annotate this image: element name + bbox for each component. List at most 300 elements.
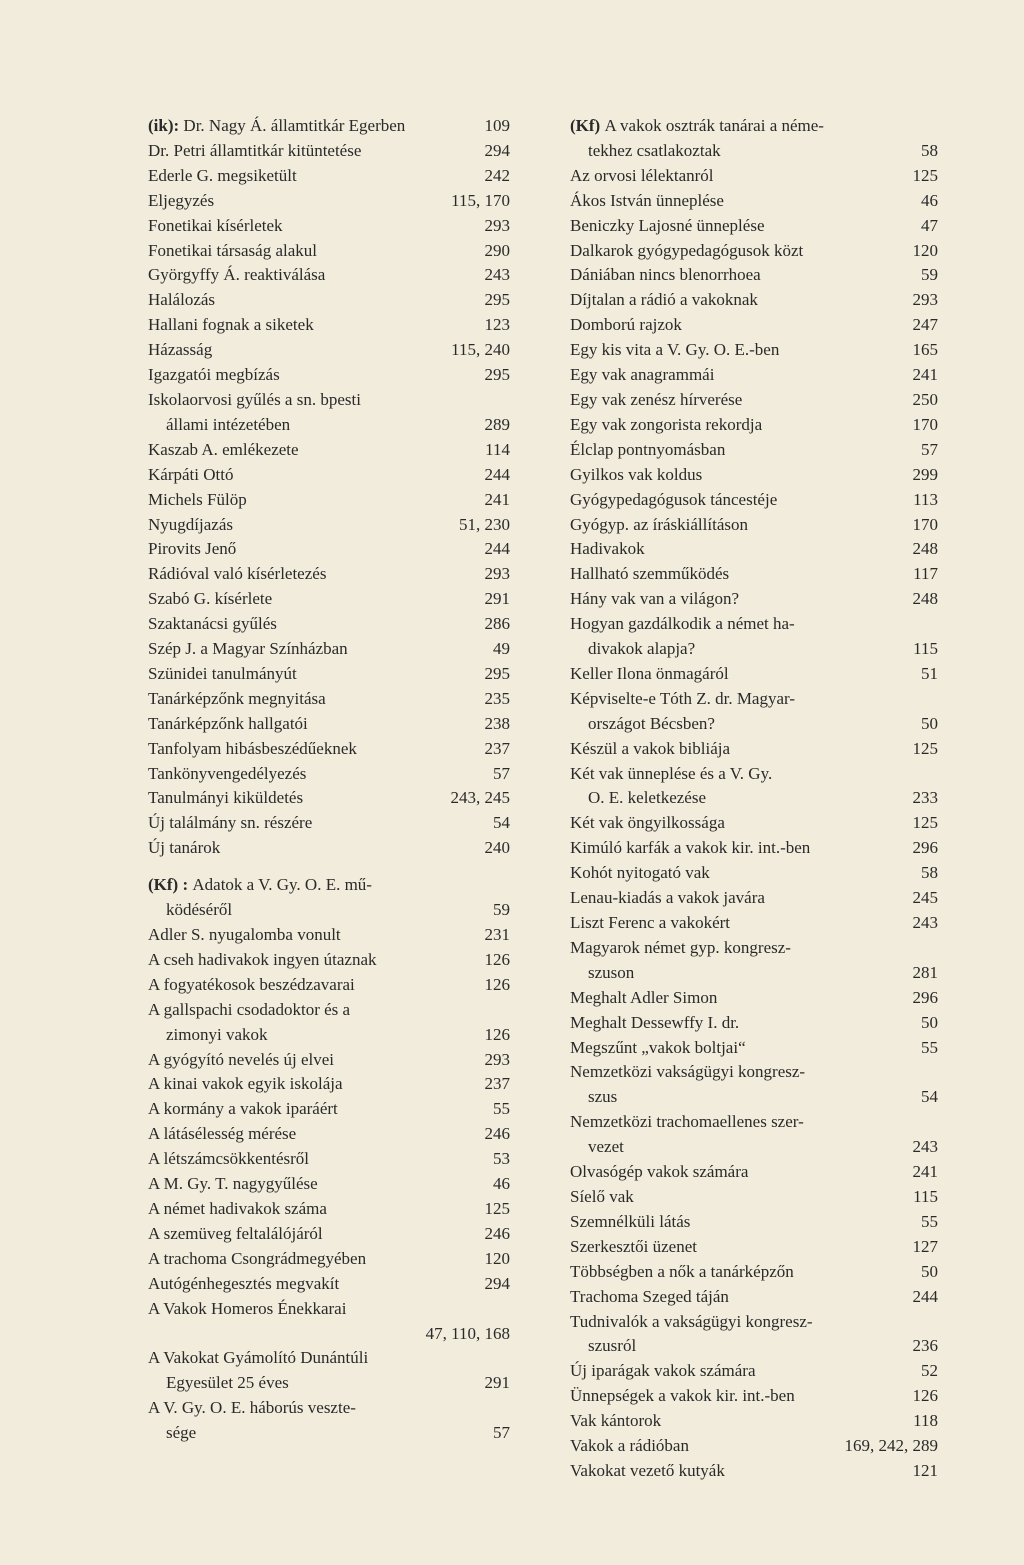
index-entry (148, 873, 510, 898)
index-entry (148, 1197, 510, 1222)
page-number: 52 (921, 1361, 938, 1381)
index-entry (148, 239, 510, 264)
page-number: 248 (912, 589, 938, 609)
index-entry (570, 612, 938, 637)
entry-text: Györgyffy Á. reaktiválása (148, 265, 326, 285)
index-entry (570, 139, 938, 164)
entry-title (570, 388, 909, 413)
entry-text: Rádióval való kísérletezés (148, 564, 327, 584)
entry-text: Eljegyzés (148, 190, 215, 210)
entry-text: Nemzetközi trachomaellenes szer- (570, 1112, 804, 1132)
page-number: 291 (484, 589, 510, 609)
entry-title (570, 1160, 909, 1185)
entry-text: Élclap pontnyomásban (570, 439, 726, 459)
index-entry (148, 1048, 510, 1073)
page-number: 47, 110, 168 (425, 1323, 510, 1343)
index-entry (570, 1409, 938, 1434)
entry-text: Két vak ünneplése és a V. Gy. (570, 763, 773, 783)
entry-title (570, 1310, 934, 1335)
entry-title (148, 388, 506, 413)
entry-text: Kaszab A. emlékezete (148, 439, 299, 459)
entry-title (570, 263, 917, 288)
page-number: 51 (921, 663, 938, 683)
page-number: 123 (484, 315, 510, 335)
entry-title (588, 139, 917, 164)
page-number: 58 (921, 140, 938, 160)
entry-text: divakok alapja? (588, 639, 696, 659)
index-entry (570, 961, 938, 986)
index-entry (148, 1023, 510, 1048)
entry-title (148, 1272, 481, 1297)
entry-title (570, 239, 909, 264)
entry-title (588, 637, 909, 662)
entry-text: Megszűnt „vakok boltjai“ (570, 1037, 746, 1057)
page-number: 250 (912, 389, 938, 409)
entry-title (148, 363, 481, 388)
entry-title (570, 662, 917, 687)
page-number: 244 (912, 1286, 938, 1306)
entry-title (570, 189, 917, 214)
page-number: 243 (484, 265, 510, 285)
entry-text: Egy vak zenész hírverése (570, 389, 743, 409)
entry-title (148, 948, 481, 973)
entry-text: zimonyi vakok (166, 1024, 268, 1044)
entry-title (570, 1011, 917, 1036)
entry-text: Kohót nyitogató vak (570, 863, 710, 883)
entry-title (148, 338, 447, 363)
index-entry (570, 438, 938, 463)
page-number: 121 (912, 1460, 938, 1480)
page-number: 246 (484, 1124, 510, 1144)
entry-title (570, 1210, 917, 1235)
page-number: 59 (493, 900, 510, 920)
entry-text: Hallható szemműködés (570, 564, 730, 584)
entry-text: Képviselte-e Tóth Z. dr. Magyar- (570, 688, 796, 708)
page-number: 244 (484, 539, 510, 559)
entry-text: Keller Ilona önmagáról (570, 663, 729, 683)
page-number: 296 (912, 987, 938, 1007)
entry-text: Gyógypedagógusok táncestéje (570, 489, 778, 509)
page-number: 51, 230 (459, 514, 510, 534)
page-number: 294 (484, 1273, 510, 1293)
index-entry (570, 288, 938, 313)
page-number: 169, 242, 289 (844, 1436, 938, 1456)
index-entry (570, 886, 938, 911)
entry-text: Tankönyvengedélyezés (148, 763, 307, 783)
page-number: 118 (913, 1411, 938, 1431)
entry-title (570, 214, 917, 239)
page-number: 49 (493, 639, 510, 659)
entry-text: Nyugdíjazás (148, 514, 233, 534)
page-number: 125 (912, 813, 938, 833)
entry-text: Tanfolyam hibásbeszédűeknek (148, 738, 357, 758)
entry-title (148, 438, 481, 463)
page-number: 293 (484, 1049, 510, 1069)
entry-title (570, 114, 934, 139)
index-entry (148, 463, 510, 488)
entry-text: Kimúló karfák a vakok kir. int.-ben (570, 838, 811, 858)
index-entry (148, 537, 510, 562)
entry-text: Új tanárok (148, 838, 221, 858)
index-entry (570, 1359, 938, 1384)
entry-title (570, 288, 909, 313)
entry-text: szuson (588, 962, 635, 982)
entry-title (148, 762, 489, 787)
page-number: 120 (484, 1248, 510, 1268)
entry-title (570, 861, 917, 886)
index-entry (570, 1334, 938, 1359)
page-number: 243, 245 (450, 788, 510, 808)
entry-title (570, 313, 909, 338)
entry-title (570, 1060, 934, 1085)
entry-text: Díjtalan a rádió a vakoknak (570, 290, 758, 310)
page-number: 295 (484, 290, 510, 310)
index-entry (148, 1396, 510, 1421)
index-entry (148, 338, 510, 363)
entry-title (570, 363, 909, 388)
page-number: 295 (484, 663, 510, 683)
index-entry (570, 786, 938, 811)
page-number: 248 (912, 539, 938, 559)
entry-text: Nemzetközi vakságügyi kongresz- (570, 1062, 806, 1082)
index-entry (570, 513, 938, 538)
entry-text: A gallspachi csodadoktor és a (148, 999, 351, 1019)
section-gap (148, 861, 510, 873)
page-number: 293 (912, 290, 938, 310)
entry-text: Szemnélküli látás (570, 1211, 691, 1231)
entry-text: Ákos István ünneplése (570, 190, 724, 210)
index-entry (148, 786, 510, 811)
index-entry (148, 1272, 510, 1297)
entry-title (570, 488, 909, 513)
entry-text: Igazgatói megbízás (148, 365, 280, 385)
entry-title (570, 1359, 917, 1384)
page-number: 53 (493, 1149, 510, 1169)
page-number: 244 (484, 464, 510, 484)
index-entry (570, 263, 938, 288)
index-entry (148, 1297, 510, 1322)
entry-text: Tanárképzőnk megnyitása (148, 688, 326, 708)
index-entry (148, 1172, 510, 1197)
page-number: 294 (484, 140, 510, 160)
index-entry (570, 537, 938, 562)
entry-title (148, 537, 481, 562)
entry-text: Tudnivalók a vakságügyi kongresz- (570, 1311, 813, 1331)
index-entry (148, 1371, 510, 1396)
entry-text: A Vakok Homeros Énekkarai (148, 1298, 347, 1318)
index-entry (148, 836, 510, 861)
page-number: 50 (921, 1012, 938, 1032)
index-entry (570, 936, 938, 961)
entry-text: A német hadivakok száma (148, 1198, 327, 1218)
entry-title (570, 762, 934, 787)
entry-text: Dr. Nagy Á. államtitkár Egerben (183, 116, 406, 135)
entry-title (148, 189, 447, 214)
index-entry (148, 413, 510, 438)
entry-text: Új iparágak vakok számára (570, 1361, 756, 1381)
index-entry (148, 1072, 510, 1097)
index-entry (570, 1459, 938, 1484)
entry-title (570, 537, 909, 562)
entry-text: A trachoma Csongrádmegyében (148, 1248, 367, 1268)
entry-title (148, 288, 481, 313)
index-entry (570, 712, 938, 737)
entry-text: Iskolaorvosi gyűlés a sn. bpesti (148, 389, 361, 409)
entry-title (148, 998, 506, 1023)
index-entry (148, 762, 510, 787)
section-tag: (ik): (148, 116, 184, 135)
entry-title (148, 1122, 481, 1147)
entry-text: Vak kántorok (570, 1411, 662, 1431)
entry-text: A M. Gy. T. nagygyűlése (148, 1174, 318, 1194)
page-number: 50 (921, 1261, 938, 1281)
entry-text: Ünnepségek a vakok kir. int.-ben (570, 1386, 795, 1406)
entry-title (570, 1285, 909, 1310)
entry-title (148, 513, 455, 538)
entry-text: Hogyan gazdálkodik a német ha- (570, 614, 795, 634)
entry-text: vezet (588, 1137, 624, 1157)
entry-text: Gyilkos vak koldus (570, 464, 703, 484)
index-entry (570, 313, 938, 338)
entry-text: Egy kis vita a V. Gy. O. E.-ben (570, 340, 780, 360)
index-entry (570, 1260, 938, 1285)
index-entry (148, 1122, 510, 1147)
entry-text: tekhez csatlakoztak (588, 140, 721, 160)
entry-text: Egyesület 25 éves (166, 1373, 289, 1393)
entry-text: Két vak öngyilkossága (570, 813, 725, 833)
index-entry (570, 637, 938, 662)
index-entry (148, 687, 510, 712)
entry-text: Vakokat vezető kutyák (570, 1460, 725, 1480)
index-entry (148, 263, 510, 288)
index-entry (570, 1434, 938, 1459)
entry-text: Tanulmányi kiküldetés (148, 788, 304, 808)
page-number: 117 (913, 564, 938, 584)
entry-text: Szép J. a Magyar Színházban (148, 639, 348, 659)
entry-text: Pirovits Jenő (148, 539, 237, 559)
index-entry (148, 114, 510, 139)
index-entry (148, 948, 510, 973)
entry-text: A cseh hadivakok ingyen útaznak (148, 949, 377, 969)
entry-title (148, 1247, 481, 1272)
index-entry (148, 189, 510, 214)
entry-text: Szünidei tanulmányút (148, 663, 297, 683)
entry-title (148, 463, 481, 488)
entry-text: Fonetikai társaság alakul (148, 240, 318, 260)
index-entry (570, 811, 938, 836)
page-number: 243 (912, 913, 938, 932)
page-number: 115 (913, 639, 938, 659)
entry-title (588, 712, 917, 737)
page-number: 240 (484, 838, 510, 858)
entry-title (570, 413, 909, 438)
entry-title (148, 214, 481, 239)
entry-title (570, 1110, 934, 1135)
entry-title (570, 587, 909, 612)
entry-title (148, 637, 489, 662)
entry-title (148, 687, 481, 712)
page-number: 58 (921, 863, 938, 883)
entry-text: Dr. Petri államtitkár kitüntetése (148, 140, 362, 160)
entry-title (570, 1185, 909, 1210)
entry-text: Az orvosi lélektanról (570, 165, 714, 185)
entry-title (570, 438, 917, 463)
index-entry (570, 1384, 938, 1409)
page-number: 237 (484, 738, 510, 758)
index-entry (148, 587, 510, 612)
index-column-left (148, 114, 510, 1446)
entry-text: Magyarok német gyp. kongresz- (570, 937, 791, 957)
entry-text: Egy vak anagrammái (570, 365, 715, 385)
page-number: 115, 240 (451, 340, 510, 360)
index-entry (148, 612, 510, 637)
index-entry (148, 811, 510, 836)
entry-title (148, 1222, 481, 1247)
index-entry (148, 923, 510, 948)
page-number: 295 (484, 365, 510, 385)
entry-text: Gyógyp. az íráskiállításon (570, 514, 748, 534)
entry-title (166, 1371, 481, 1396)
page-number: 47 (921, 215, 938, 235)
index-entry (570, 189, 938, 214)
entry-text: Domború rajzok (570, 315, 682, 335)
page-number: 50 (921, 713, 938, 733)
index-entry (148, 513, 510, 538)
entry-title (148, 139, 481, 164)
entry-text: A fogyatékosok beszédzavarai (148, 974, 355, 994)
page-number: 170 (912, 514, 938, 534)
entry-title (148, 587, 481, 612)
entry-text: Michels Fülöp (148, 489, 247, 509)
entry-text: Beniczky Lajosné ünneplése (570, 215, 765, 235)
index-entry (570, 363, 938, 388)
entry-text: Hallani fognak a siketek (148, 315, 314, 335)
entry-title (570, 1384, 909, 1409)
entry-title (148, 1396, 506, 1421)
entry-title (148, 873, 506, 898)
entry-title (148, 662, 481, 687)
entry-text: Autógénhegesztés megvakít (148, 1273, 340, 1293)
page-number: 114 (485, 439, 510, 459)
entry-title (148, 786, 447, 811)
entry-text: Dániában nincs blenorrhoea (570, 265, 761, 285)
index-entry (148, 1346, 510, 1371)
index-entry (570, 1160, 938, 1185)
page-number: 242 (484, 165, 510, 185)
index-entry (570, 1036, 938, 1061)
index-column-right (570, 114, 938, 1484)
page-number: 293 (484, 564, 510, 584)
entry-text: A V. Gy. O. E. háborús veszte- (148, 1398, 356, 1418)
entry-title (148, 612, 481, 637)
page-number: 125 (912, 738, 938, 758)
index-entry (570, 214, 938, 239)
page-number: 281 (912, 962, 938, 982)
page-number: 55 (921, 1211, 938, 1231)
index-entry (570, 1135, 938, 1160)
entry-text: Tanárképzőnk hallgatói (148, 713, 308, 733)
index-entry (148, 1097, 510, 1122)
page-number: 291 (484, 1373, 510, 1393)
index-entry (148, 1147, 510, 1172)
index-entry (148, 438, 510, 463)
entry-title (570, 687, 934, 712)
entry-title (148, 811, 489, 836)
entry-text: A gyógyító nevelés új elvei (148, 1049, 335, 1069)
entry-title (570, 562, 909, 587)
index-entry (570, 687, 938, 712)
entry-text: Adatok a V. Gy. O. E. mű- (192, 875, 372, 895)
index-entry (570, 762, 938, 787)
page-number: 46 (921, 190, 938, 210)
entry-title (570, 1235, 909, 1260)
entry-title (570, 836, 909, 861)
index-entry (570, 413, 938, 438)
entry-title (570, 612, 934, 637)
page-number: 120 (912, 240, 938, 260)
page-number: 113 (913, 489, 938, 509)
entry-text: Trachoma Szeged táján (570, 1286, 729, 1306)
section-tag: (Kf) : (148, 875, 193, 895)
entry-text: szus (588, 1087, 618, 1107)
index-entry (148, 488, 510, 513)
page-number: 247 (912, 315, 938, 335)
entry-title (148, 239, 481, 264)
entry-title (570, 1409, 909, 1434)
entry-text: A kinai vakok egyik iskolája (148, 1074, 343, 1094)
index-entry (148, 662, 510, 687)
page-number: 241 (484, 489, 510, 509)
entry-title (588, 1334, 909, 1359)
page-number: 241 (912, 365, 938, 385)
entry-text: A szemüveg feltalálójáról (148, 1223, 323, 1243)
index-entry (570, 836, 938, 861)
page-number: 293 (484, 215, 510, 235)
entry-text: sége (166, 1423, 197, 1443)
index-entry (148, 214, 510, 239)
entry-title (588, 1085, 917, 1110)
page-number: 127 (912, 1236, 938, 1256)
index-entry (570, 986, 938, 1011)
entry-text: ködéséről (166, 900, 233, 920)
index-entry (570, 1011, 938, 1036)
entry-title (570, 164, 909, 189)
page-number: 235 (484, 688, 510, 708)
entry-title (166, 1421, 489, 1446)
page-number: 243 (912, 1137, 938, 1157)
entry-text: Új találmány sn. részére (148, 813, 313, 833)
index-entry (148, 388, 510, 413)
page-number: 296 (912, 838, 938, 858)
entry-title (570, 886, 909, 911)
entry-text: Meghalt Adler Simon (570, 987, 718, 1007)
entry-title (570, 338, 909, 363)
index-entry (570, 662, 938, 687)
page-number: 241 (912, 1162, 938, 1182)
page-number: 109 (484, 116, 510, 135)
page-number: 57 (493, 1423, 510, 1443)
index-entry (148, 898, 510, 923)
entry-title (570, 986, 909, 1011)
index-entry (570, 1185, 938, 1210)
entry-title (570, 513, 909, 538)
entry-text: országot Bécsben? (588, 713, 715, 733)
entry-text: Dalkarok gyógypedagógusok közt (570, 240, 804, 260)
entry-text: A Vakokat Gyámolító Dunántúli (148, 1348, 369, 1368)
entry-title (166, 1023, 481, 1048)
page-number: 245 (912, 888, 938, 908)
entry-text: Házasság (148, 340, 213, 360)
